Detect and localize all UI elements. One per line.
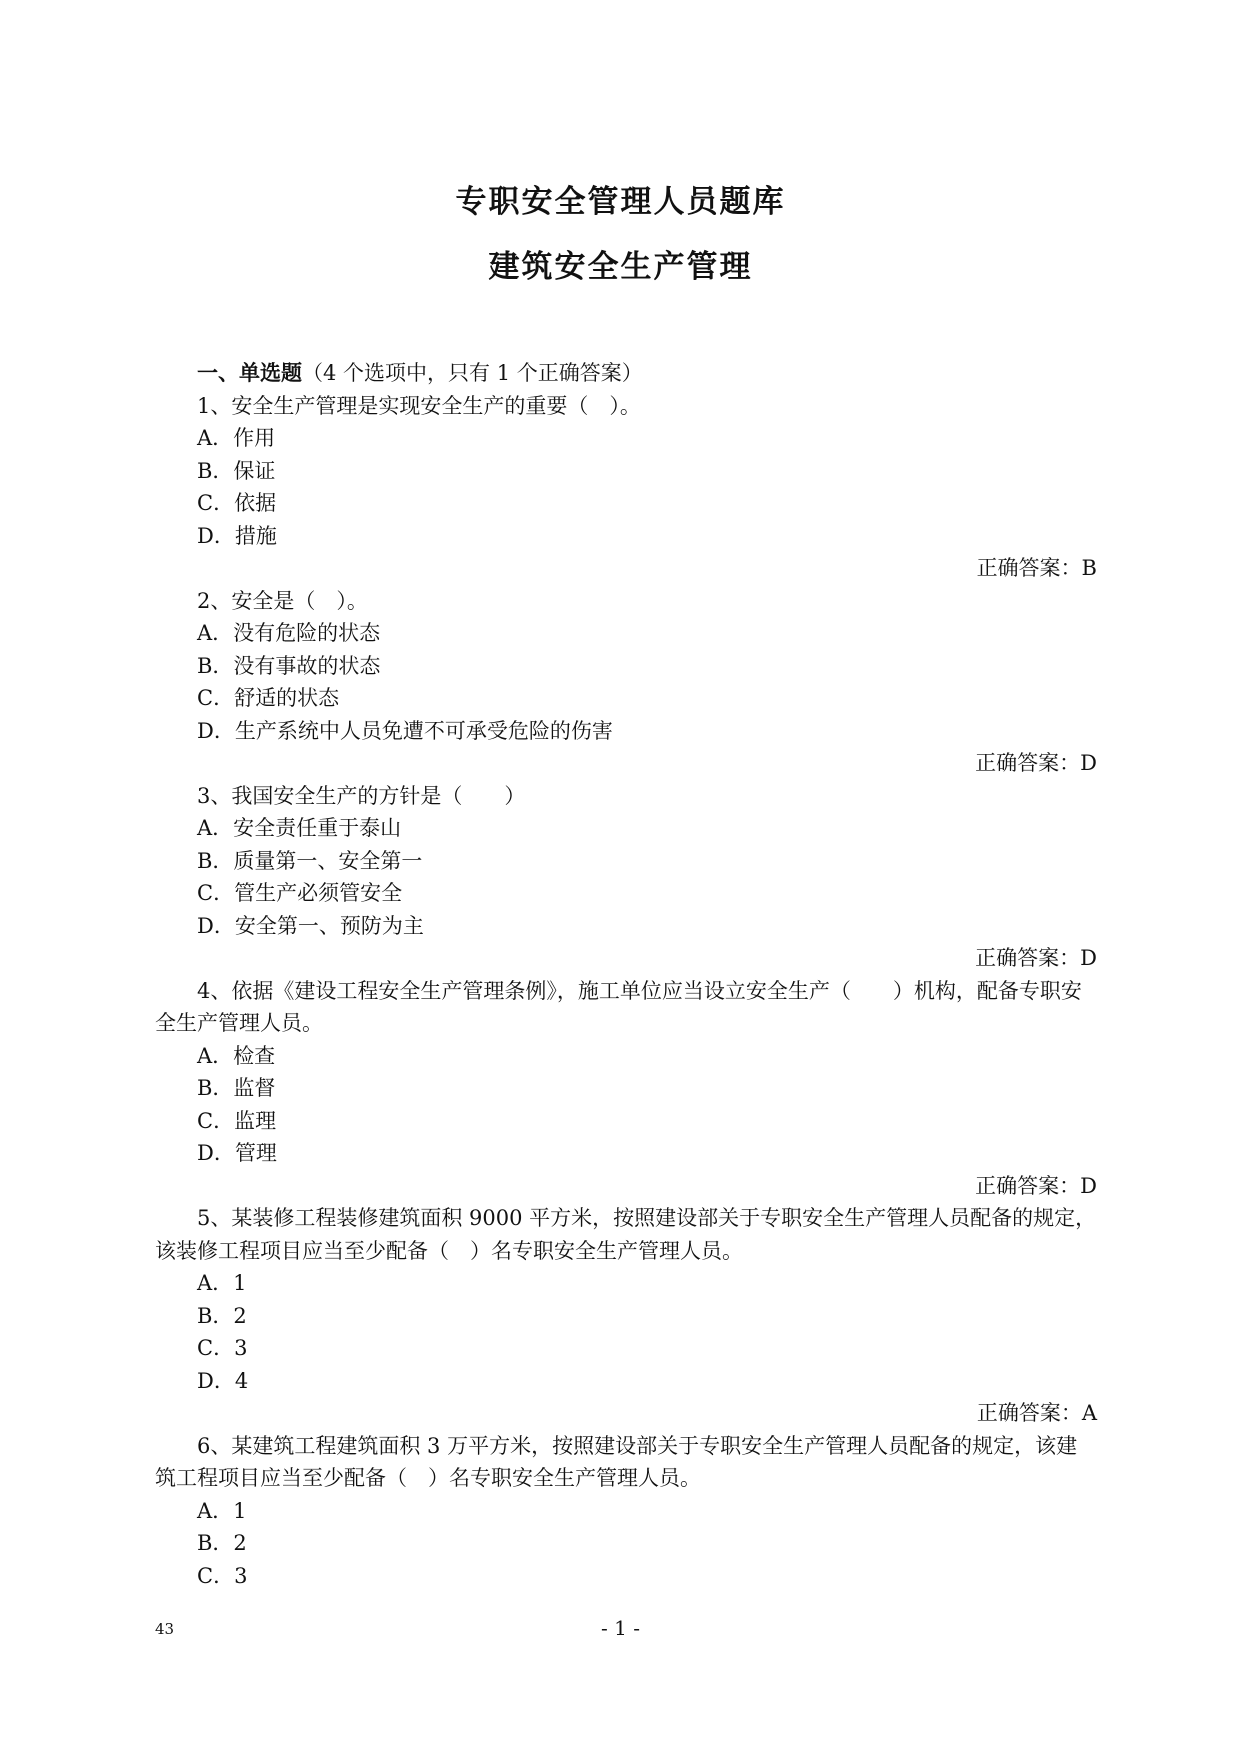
correct-answer: 正确答案：B [976,556,1097,580]
correct-answer: 正确答案：D [975,946,1097,970]
correct-answer: 正确答案：D [975,1173,1097,1198]
question-stem-line: 该装修工程项目应当至少配备（ ）名专职安全生产管理人员。 [155,1238,743,1263]
answer-option: D．措施 [197,523,277,548]
answer-option: D．生产系统中人员免遭不可承受危险的伤害 [197,718,613,743]
answer-option: A．作用 [197,426,276,450]
document-subtitle: 建筑安全生产管理 [488,249,753,285]
question-stem-line: 5、某装修工程装修建筑面积 9000 平方米，按照建设部关于专职安全生产管理人员配备的规定， [197,1206,1097,1230]
answer-option: A．安全责任重于泰山 [197,816,402,840]
answer-option: D．安全第一、预防为主 [197,913,424,938]
answer-option: C．监理 [197,1108,277,1133]
answer-option: B．质量第一、安全第一 [197,848,423,873]
question-stem-line: 全生产管理人员。 [155,1011,323,1035]
answer-option: C．管生产必须管安全 [197,881,403,905]
answer-option: B．保证 [197,458,276,483]
answer-option: D．4 [197,1368,249,1393]
answer-option: B．监督 [197,1076,276,1100]
answer-option: B．2 [197,1303,247,1328]
correct-answer: 正确答案：A [976,1401,1097,1425]
question-stem-line: 6、某建筑工程建筑面积 3 万平方米，按照建设部关于专职安全生产管理人员配备的规定，该建 [197,1433,1078,1458]
page-number: - 1 - [601,1616,640,1640]
footer-left-number: 43 [155,1620,175,1638]
section-heading [155,357,1097,390]
answer-option: B．没有事故的状态 [197,653,381,678]
answer-option: D．管理 [197,1141,277,1165]
section-heading-note: （4 个选项中，只有 1 个正确答案） [302,361,643,385]
answer-option: A．没有危险的状态 [197,621,381,645]
answer-option: C．依据 [197,491,277,515]
answer-option: B．2 [197,1531,247,1555]
question-stem-line: 4、依据《建设工程安全生产管理条例》，施工单位应当设立安全生产（ ）机构，配备专职安 [197,978,1082,1003]
answer-option: C．舒适的状态 [197,686,340,710]
answer-option: A．检查 [197,1043,276,1068]
answer-option: C．3 [197,1336,248,1360]
question-stem-line: 3、我国安全生产的方针是（ ） [197,783,526,808]
answer-option: A．1 [197,1271,247,1295]
answer-option: C．3 [197,1563,248,1588]
document-title: 专职安全管理人员题库 [455,184,786,220]
correct-answer: 正确答案：D [975,751,1097,775]
question-list [155,357,1097,1592]
question-stem-line: 1、安全生产管理是实现安全生产的重要（ ）。 [197,393,641,418]
question-stem-line: 筑工程项目应当至少配备（ ）名专职安全生产管理人员。 [155,1466,701,1490]
section-heading-label: 一、单选题 [197,360,302,385]
answer-option: A．1 [197,1498,247,1523]
question-stem-line: 2、安全是（ ）。 [197,588,368,613]
